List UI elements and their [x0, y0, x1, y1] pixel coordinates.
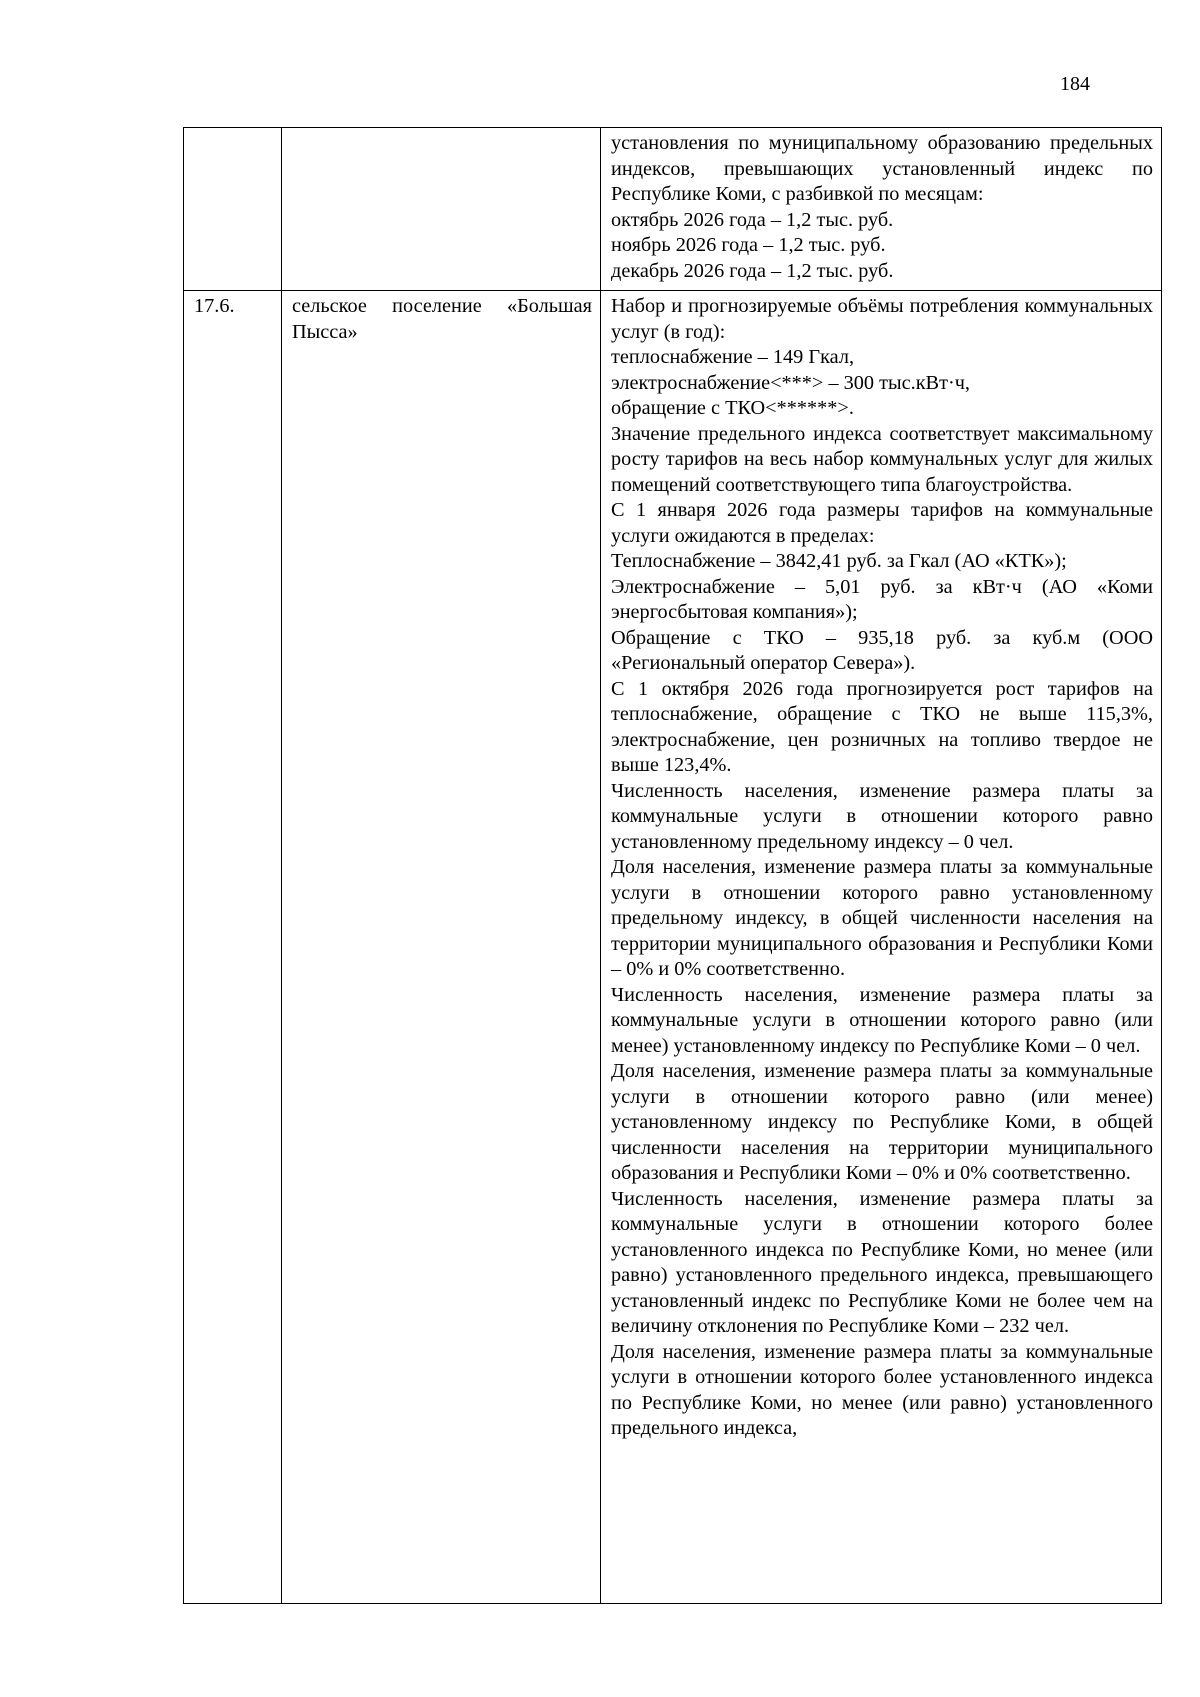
paragraph: С 1 января 2026 года размеры тарифов на коммунальные услуги ожидаются в пределах:	[611, 499, 1153, 547]
paragraph: Значение предельного индекса соответствует максимальному росту тарифов на весь набор коммунальных услуг для жилых помещений соответствующего типа благоустройства.	[611, 422, 1153, 496]
paragraph: декабрь 2026 года – 1,2 тыс. руб.	[611, 259, 894, 282]
paragraph: установления по муниципальному образованию предельных индексов, превышающих установленный индекс по Республике Коми, с разбивкой по месяцам:	[611, 132, 1153, 205]
paragraph: Численность населения, изменение размера платы за коммунальные услуги в отношении которого более установленного индекса по Республике Коми, но менее (или равно) установленного предельного индекса, превышающего установленный индекс по Республике Коми не более чем на величину отклонения по Республике Коми – 232 чел.	[611, 1187, 1153, 1337]
paragraph: Набор и прогнозируемые объёмы потребления коммунальных услуг (в год):	[611, 295, 1153, 343]
paragraph: Доля населения, изменение размера платы за коммунальные услуги в отношении которого более установленного индекса по Республике Коми, но менее (или равно) установленного предельного индекса,	[611, 1340, 1153, 1439]
paragraph: октябрь 2026 года – 1,2 тыс. руб.	[611, 208, 894, 231]
paragraph: Электроснабжение – 5,01 руб. за кВт·ч (АО «Коми энергосбытовая компания»);	[611, 575, 1153, 623]
cell-municipality	[282, 291, 601, 1604]
cell-description-continued	[601, 128, 1162, 291]
paragraph: Обращение с ТКО – 935,18 руб. за куб.м (ООО «Региональный оператор Севера»).	[611, 626, 1153, 674]
paragraph: электроснабжение<***> – 300 тыс.кВт·ч,	[611, 371, 970, 394]
paragraph: ноябрь 2026 года – 1,2 тыс. руб.	[611, 234, 886, 256]
table-row-17-6	[184, 291, 1162, 1604]
cell-description	[601, 291, 1162, 1604]
paragraph: Численность населения, изменение размера платы за коммунальные услуги в отношении которого равно (или менее) установленному индексу по Республике Коми – 0 чел.	[611, 983, 1153, 1057]
paragraph: Теплоснабжение – 3842,41 руб. за Гкал (АО «КТК»);	[611, 550, 1067, 572]
cell-row-number: 17.6.	[184, 291, 282, 1604]
page-number: 184	[1060, 73, 1090, 95]
document-table	[183, 127, 1162, 1604]
municipality-name: сельское поселение «Большая Пысса»	[292, 295, 592, 343]
paragraph: обращение с ТКО<******>.	[611, 397, 854, 419]
paragraph: С 1 октября 2026 года прогнозируется рост тарифов на теплоснабжение, обращение с ТКО не выше 115,3%, электроснабжение, цен розничных на топливо твердое не выше 123,4%.	[611, 677, 1153, 776]
table-row-continued	[184, 128, 1162, 291]
paragraph: теплоснабжение – 149 Гкал,	[611, 346, 855, 368]
cell-number-empty	[184, 128, 282, 291]
cell-municipality-empty	[282, 128, 601, 291]
paragraph: Численность населения, изменение размера платы за коммунальные услуги в отношении которого равно установленному предельному индексу – 0 чел.	[611, 779, 1153, 853]
paragraph: Доля населения, изменение размера платы за коммунальные услуги в отношении которого равно установленному предельному индексу, в общей численности населения на территории муниципального образования и Республики Коми – 0% и 0% соответственно.	[611, 856, 1153, 980]
paragraph: Доля населения, изменение размера платы за коммунальные услуги в отношении которого равно (или менее) установленному индексу по Республике Коми, в общей численности населения на территории муниципального образования и Республики Коми – 0% и 0% соответственно.	[611, 1060, 1153, 1184]
